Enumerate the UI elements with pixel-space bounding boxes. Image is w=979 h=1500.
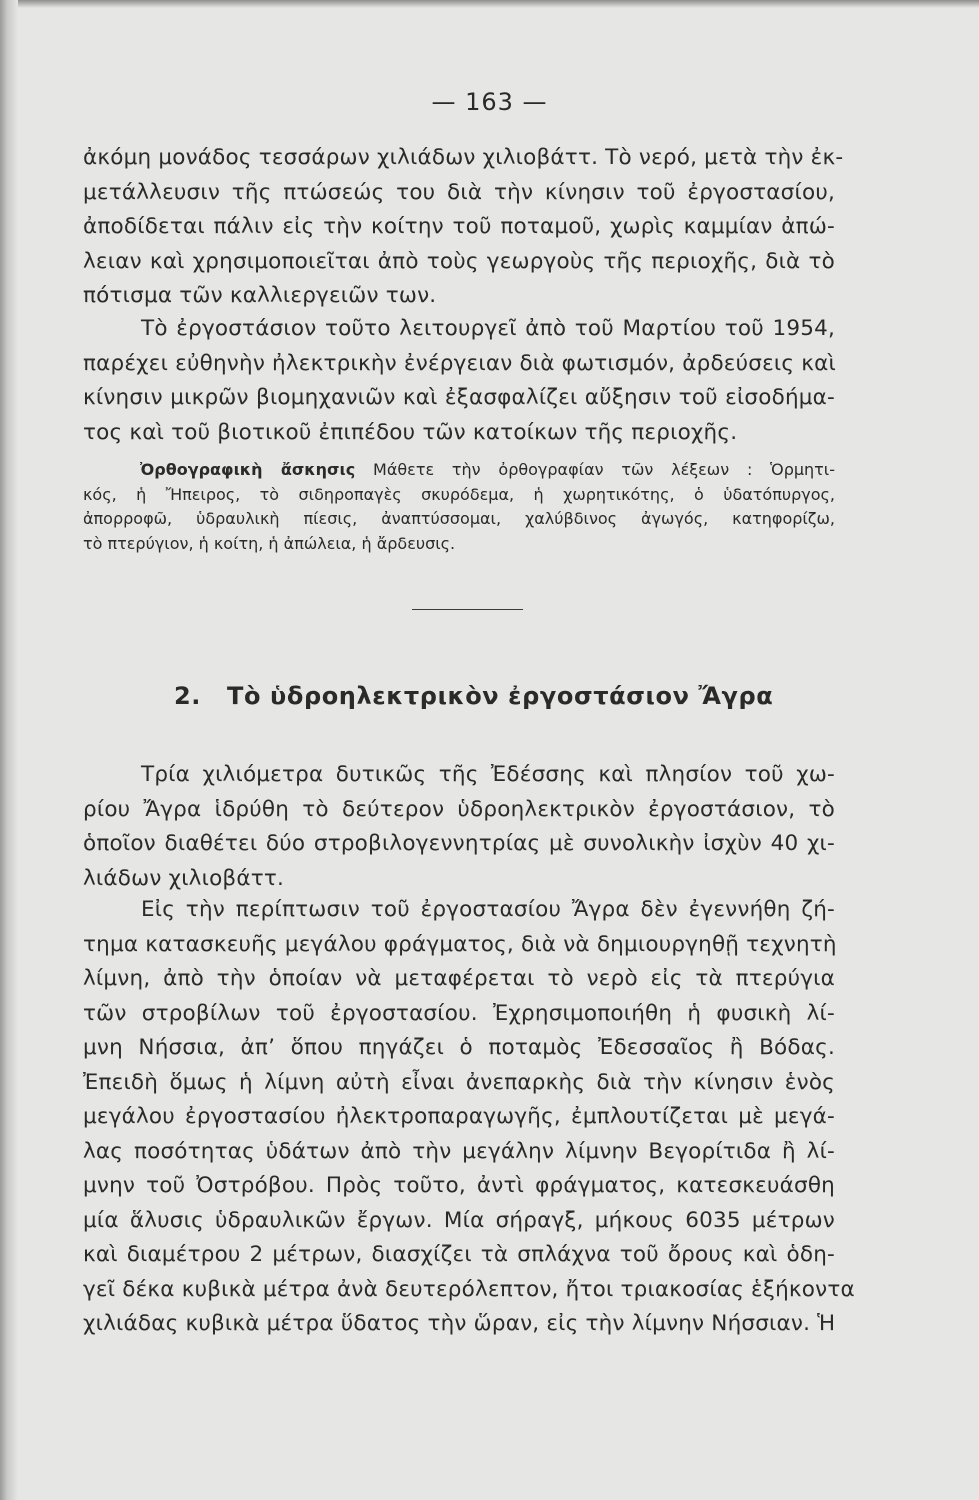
text-line: ἀκόμη μονάδος τεσσάρων χιλιάδων χιλιοβάττ. Τὸ νερό, μετὰ τὴν ἐκ- <box>83 145 844 170</box>
text-line: λειαν καὶ χρησιμοποιεῖται ἀπὸ τοὺς γεωργοὺς τῆς περιοχῆς, διὰ τὸ <box>83 248 835 274</box>
paragraph-plant-operation <box>83 312 835 450</box>
paragraph-agras-intro <box>83 758 835 896</box>
section-divider <box>412 609 523 610</box>
text-line: κός, ἡ Ἤπειρος, τὸ σιδηροπαγὲς σκυρόδεμα, ἡ χωρητικότης, ὁ ὑδατόπυργος, <box>83 484 835 504</box>
section-title: Τὸ ὑδροηλεκτρικὸν ἐργοστάσιον Ἄγρα <box>227 682 774 710</box>
section-heading <box>174 682 773 710</box>
text-line: μνην τοῦ Ὀστρόβου. Πρὸς τοῦτο, ἀντὶ φράγματος, κατεσκευάσθη <box>83 1173 835 1198</box>
text-line: μετάλλευσιν τῆς πτώσεώς του διὰ τὴν κίνησιν τοῦ ἐργοστασίου, <box>83 179 835 205</box>
paragraph-continuation <box>83 141 844 314</box>
text-line: παρέχει εὐθηνὴν ἠλεκτρικὴν ἐνέργειαν διὰ φωτισμόν, ἀρδεύσεις καὶ <box>83 350 836 376</box>
text-line: λιάδων χιλιοβάττ. <box>83 865 285 891</box>
exercise-first-line <box>83 458 835 483</box>
text-line: μνη Νήσσια, ἀπ’ ὅπου πηγάζει ὁ ποταμὸς Ἐδεσσαῖος ἢ Βόδας. <box>83 1035 835 1060</box>
text-line: καὶ διαμέτρου 2 μέτρων, διασχίζει τὰ σπλάχνα τοῦ ὄρους καὶ ὁδη- <box>83 1242 835 1267</box>
text-line: τὸ πτερύγιον, ἡ κοίτη, ἡ ἀπώλεια, ἡ ἄρδευσις. <box>83 533 456 553</box>
text-line: Τὸ ἐργοστάσιον τοῦτο λειτουργεῖ ἀπὸ τοῦ Μαρτίου τοῦ 1954, <box>141 316 835 341</box>
paragraph-agras-lake <box>83 893 855 1342</box>
spelling-exercise <box>83 458 835 556</box>
text-line: λίμνη, ἀπὸ τὴν ὁποίαν νὰ μεταφέρεται τὸ νερὸ εἰς τὰ πτερύγια <box>83 966 835 991</box>
text-line: Τρία χιλιόμετρα δυτικῶς τῆς Ἐδέσσης καὶ πλησίον τοῦ χω- <box>141 762 835 787</box>
text-line: πότισμα τῶν καλλιεργειῶν των. <box>83 283 437 308</box>
text-line: τημα κατασκευῆς μεγάλου φράγματος, διὰ νὰ δημιουργηθῇ τεχνητὴ <box>83 931 837 957</box>
exercise-instruction: Μάθετε τὴν ὀρθογραφίαν τῶν λέξεων : Ὁρμητι- <box>373 460 835 479</box>
text-line: ἀπορροφῶ, ὑδραυλικὴ πίεσις, ἀναπτύσσομαι, χαλύβδινος ἀγωγός, κατηφορίζω, <box>83 509 835 528</box>
text-line: λας ποσότητας ὑδάτων ἀπὸ τὴν μεγάλην λίμνην Βεγορίτιδα ἢ λί- <box>83 1138 835 1164</box>
section-number: 2. <box>174 682 202 710</box>
text-line: γεῖ δέκα κυβικὰ μέτρα ἀνὰ δευτερόλεπτον, ἤτοι τριακοσίας ἑξήκοντα <box>83 1276 855 1302</box>
page-edge-shadow-left <box>0 0 18 1500</box>
text-line: Ἐπειδὴ ὅμως ἡ λίμνη αὐτὴ εἶναι ἀνεπαρκὴς διὰ τὴν κίνησιν ἑνὸς <box>83 1069 835 1095</box>
page-edge-shadow-top <box>0 0 979 8</box>
text-line: μία ἅλυσις ὑδραυλικῶν ἔργων. Μία σήραγξ, μήκους 6035 μέτρων <box>83 1207 835 1233</box>
text-line: ὁποῖον διαθέτει δύο στροβιλογεννητρίας μὲ συνολικὴν ἰσχὺν 40 χι- <box>83 831 835 856</box>
text-line: κίνησιν μικρῶν βιομηχανιῶν καὶ ἐξασφαλίζει αὔξησιν τοῦ εἰσοδήμα- <box>83 385 835 410</box>
text-line: ρίου Ἄγρα ἱδρύθη τὸ δεύτερον ὑδροηλεκτρικὸν ἐργοστάσιον, τὸ <box>83 796 835 822</box>
text-line: μεγάλου ἐργοστασίου ἠλεκτροπαραγωγῆς, ἐμπλουτίζεται μὲ μεγά- <box>83 1104 835 1129</box>
text-line: Εἰς τὴν περίπτωσιν τοῦ ἐργοστασίου Ἄγρα δὲν ἐγεννήθη ζή- <box>141 897 835 922</box>
text-line: χιλιάδας κυβικὰ μέτρα ὕδατος τὴν ὥραν, εἰς τὴν λίμνην Νήσσιαν. Ἡ <box>83 1311 836 1336</box>
text-line: τῶν στροβίλων τοῦ ἐργοστασίου. Ἐχρησιμοποιήθη ἡ φυσικὴ λί- <box>83 1000 835 1026</box>
exercise-title: Ὀρθογραφικὴ ἄσκησις <box>140 460 356 479</box>
text-line: ἀποδίδεται πάλιν εἰς τὴν κοίτην τοῦ ποταμοῦ, χωρὶς καμμίαν ἀπώ- <box>83 214 835 239</box>
page-number: — 163 — <box>431 88 548 116</box>
text-line: τος καὶ τοῦ βιοτικοῦ ἐπιπέδου τῶν κατοίκων τῆς περιοχῆς. <box>83 419 738 445</box>
